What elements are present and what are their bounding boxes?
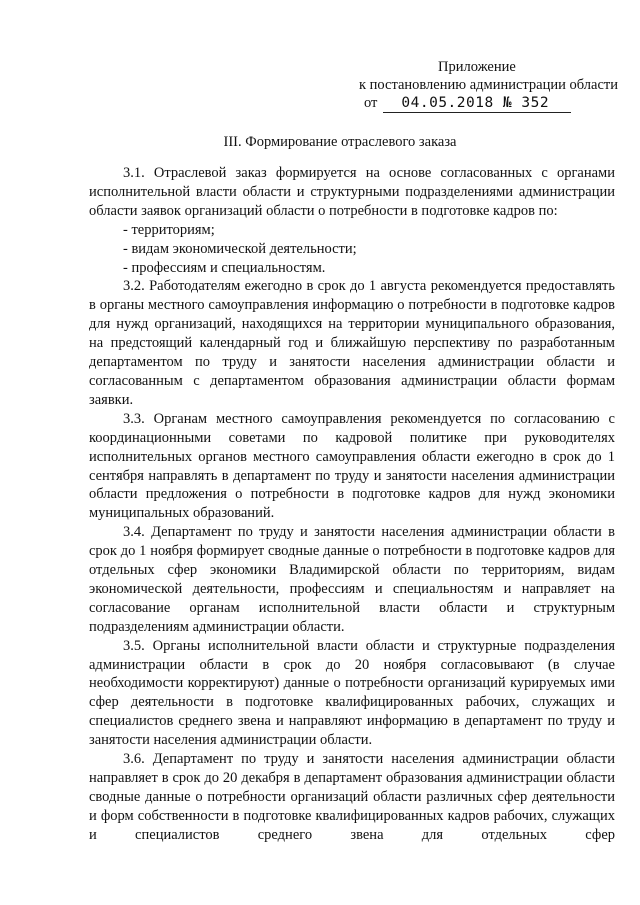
- section-heading: III. Формирование отраслевого заказа: [223, 134, 457, 150]
- date-prefix: от: [364, 95, 378, 111]
- paragraph-3-5: 3.5. Органы исполнительной власти области и структурные подразделения администрации области в срок до 20 ноября согласовывают (в случае необходимости корректируют) данные о потребности организаций курируемых ими сфер деятельности в подготовке квалифицированных рабочих, служащих и специалистов среднего звена и направляют информацию в департамент по труду и занятости населения администрации области.: [89, 637, 615, 749]
- date-stamp: 04.05.2018 № 352: [383, 94, 571, 113]
- list-item-professions: - профессиям и специальностям.: [123, 259, 326, 276]
- appendix-title: Приложение: [438, 59, 516, 75]
- paragraph-3-3: 3.3. Органам местного самоуправления рекомендуется по согласованию с координационными советами по кадровой политике при руководителях исполнительных органов местного самоуправления области ежегодно в срок до 1 сентября направлять в департамент по труду и занятости населения администрации области предложения о потребности в подготовке кадров для нужд экономики муниципальных образований.: [89, 410, 615, 522]
- paragraph-3-2: 3.2. Работодателям ежегодно в срок до 1 августа рекомендуется предоставлять в органы местного самоуправления информацию о потребности в подготовке кадров для нужд организаций, находящихся на территории муниципального образования, на предстоящий календарный год и ближайшую перспективу по разработанным департаментом по труду и занятости населения администрации области и согласованным с департаментом образования администрации области формам заявки.: [89, 278, 615, 408]
- list-item-activities: - видам экономической деятельности;: [123, 240, 357, 257]
- appendix-header: [300, 58, 618, 113]
- list-item-territories: - территориям;: [123, 221, 215, 238]
- appendix-subtitle: к постановлению администрации области: [358, 77, 618, 93]
- appendix-date-line: [300, 94, 618, 113]
- paragraph-3-6: 3.6. Департамент по труду и занятости населения администрации области направляет в срок до 20 декабря в департамент образования администрации области сводные данные о потребности организаций области различных сфер деятельности и форм собственности в подготовке квалифицированных кадров рабочих, служащих и специалистов среднего звена для отдельных сфер: [89, 751, 615, 843]
- document-body: [89, 164, 615, 845]
- paragraph-3-4: 3.4. Департамент по труду и занятости населения администрации области в срок до 1 ноября формирует сводные данные о потребности в подготовке кадров для отдельных сфер экономики Владимирской области по территориям, видам экономической деятельности, профессиям и специальностям и направляет на согласование органам исполнительной власти области и структурным подразделениям администрации области.: [89, 524, 615, 635]
- paragraph-3-1: 3.1. Отраслевой заказ формируется на основе согласованных с органами исполнительной власти области и структурными подразделениями администрации области заявок организаций области о потребности в подготовке кадров по:: [89, 165, 615, 219]
